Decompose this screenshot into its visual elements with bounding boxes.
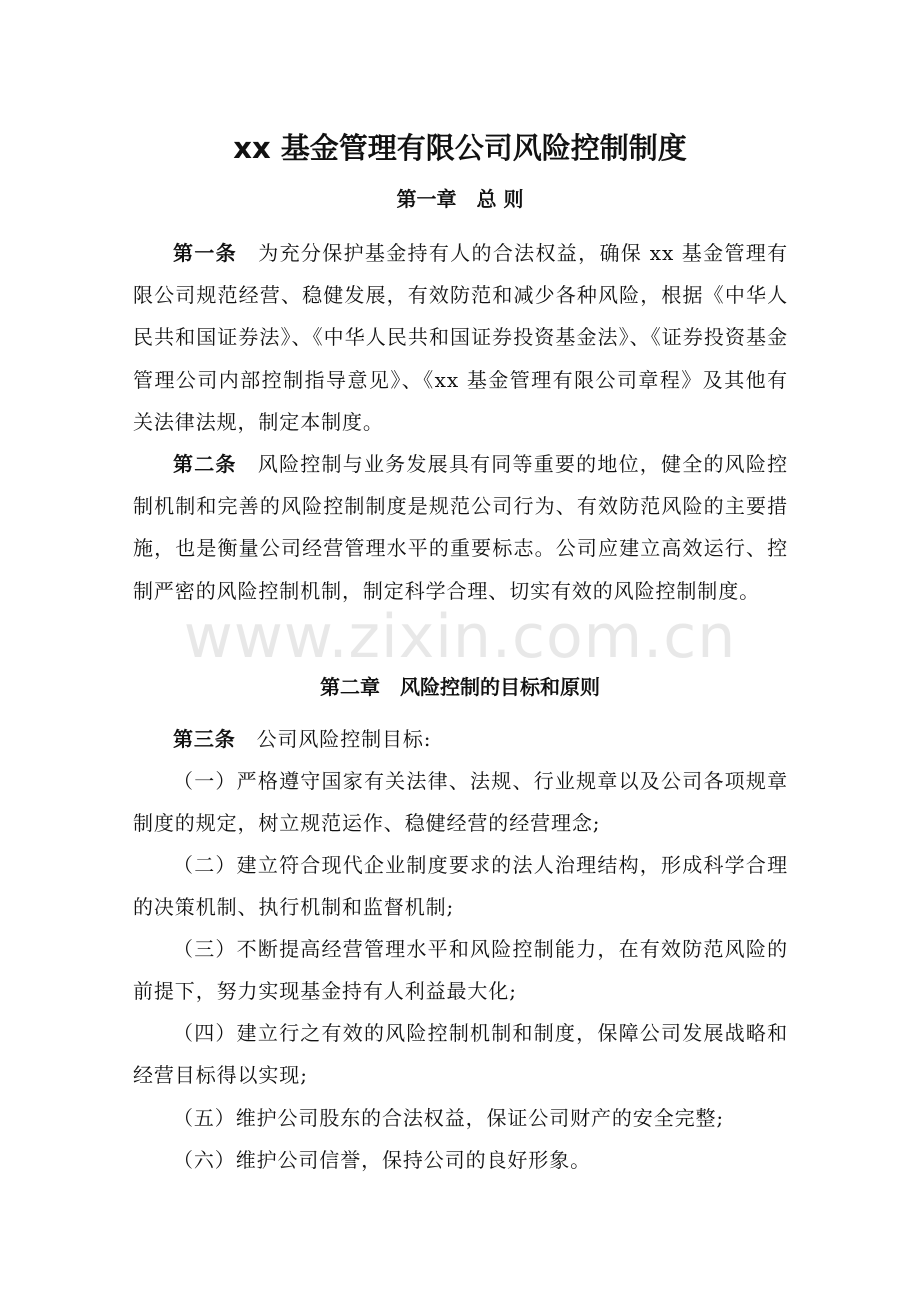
chapter-1-heading: 第一章 总 则: [396, 187, 524, 211]
document-title: xx 基金管理有限公司风险控制制度: [233, 131, 687, 165]
list-item-1: （一）严格遵守国家有关法律、法规、行业规章以及公司各项规章制度的规定，树立规范运作、稳健经营的经营理念;: [133, 769, 788, 836]
article-2: [133, 443, 788, 612]
list-item-3: （三）不断提高经营管理水平和风险控制能力，在有效防范风险的前提下，努力实现基金持有人利益最大化;: [133, 937, 788, 1004]
list-item-2: （二）建立符合现代企业制度要求的法人治理结构，形成科学合理的决策机制、执行机制和监督机制;: [133, 853, 788, 920]
article-3-text: 公司风险控制目标:: [235, 727, 432, 751]
chapter-2-heading: 第二章 风险控制的目标和原则: [320, 675, 600, 699]
list-item-4: （四）建立行之有效的风险控制机制和制度，保障公司发展战略和经营目标得以实现;: [133, 1021, 788, 1088]
watermark-text: www.zixin.com.cn: [183, 602, 737, 672]
list-item-6: （六）维护公司信誉，保持公司的良好形象。: [173, 1148, 591, 1172]
article-1-text: 为充分保护基金持有人的合法权益，确保 xx 基金管理有限公司规范经营、稳健发展，有效防范和减少各种风险，根据《中华人民共和国证券法》、《中华人民共和国证券投资基金法》、《证券投资基金管理公司内部控制指导意见》、《xx 基金管理有限公司章程》及其他有关法律法规，制定本制度。: [133, 241, 788, 434]
article-2-text: 风险控制与业务发展具有同等重要的地位，健全的风险控制机制和完善的风险控制制度是规范公司行为、有效防范风险的主要措施，也是衡量公司经营管理水平的重要标志。公司应建立高效运行、控制严密的风险控制机制，制定科学合理、切实有效的风险控制制度。: [133, 452, 788, 603]
article-1: [133, 232, 788, 443]
article-3: [133, 718, 788, 760]
article-3-label: 第三条: [173, 727, 236, 751]
article-1-label: 第一条: [173, 241, 237, 265]
article-2-label: 第二条: [173, 452, 237, 476]
list-item-5: （五）维护公司股东的合法权益，保证公司财产的安全完整;: [173, 1106, 725, 1130]
